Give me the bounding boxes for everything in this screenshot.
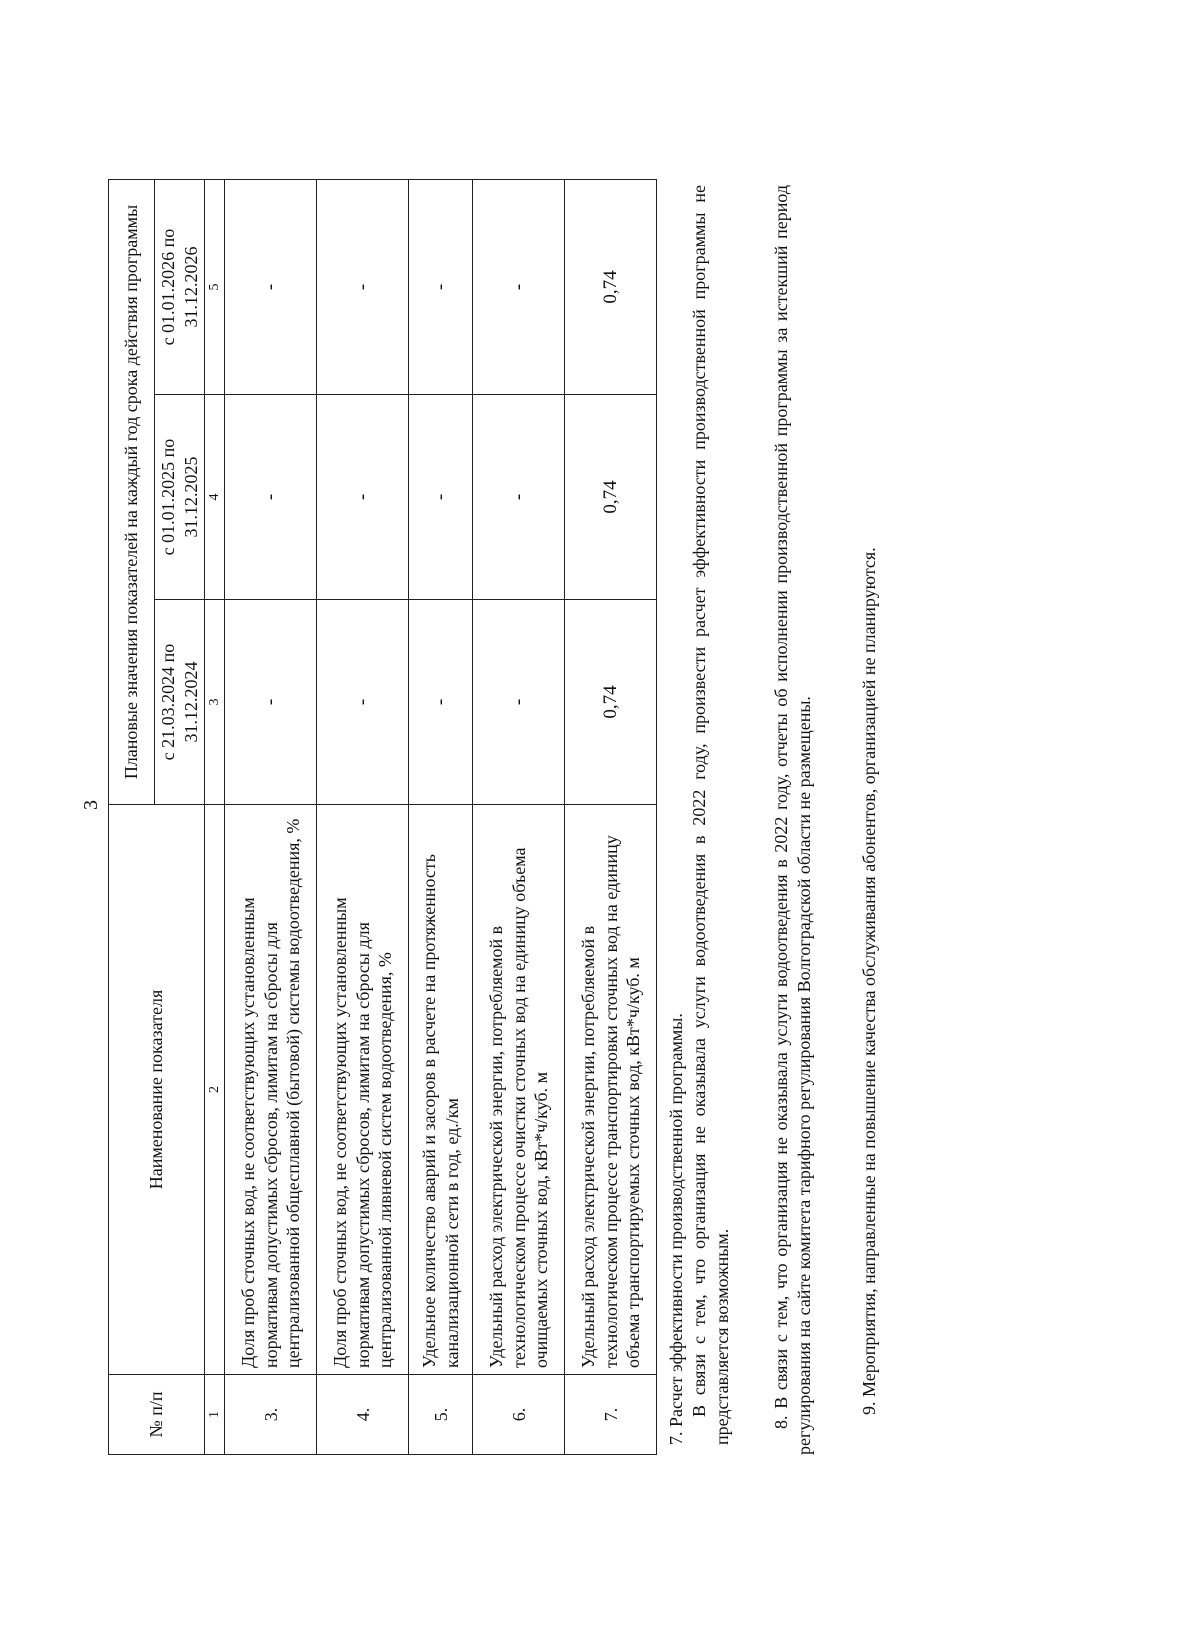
section7-heading: 7. Расчет эффективности производственной программы.	[666, 1013, 686, 1445]
column-index: 3	[205, 600, 225, 805]
indicator-value: -	[225, 600, 317, 805]
indicator-name: Доля проб сточных вод, не соответствующих установленным нормативам допустимых сбросов, лимитам на сбросы для централизованной ливневой систем водоотведения, %	[317, 805, 409, 1375]
section9-text: 9. Мероприятия, направленные на повышение качества обслуживания абонентов, организацией не планируются.	[859, 547, 879, 1415]
header-period: с 21.03.2024 по 31.12.2024	[155, 600, 205, 805]
indicator-value: -	[317, 395, 409, 600]
indicator-value: 0,74	[565, 600, 657, 805]
indicator-name: Удельный расход электрической энергии, потребляемой в технологическом процессе транспортировки сточных вод на единицу объема транспортируемых сточных вод, кВт*ч/куб. м	[565, 805, 657, 1375]
indicator-value: 0,74	[565, 180, 657, 395]
indicator-value: -	[473, 395, 565, 600]
column-index: 1	[205, 1375, 225, 1455]
table-row	[565, 180, 657, 1455]
table-row	[473, 180, 565, 1455]
header-name: Наименование показателя	[109, 805, 205, 1375]
row-number: 7.	[565, 1375, 657, 1455]
section8-text: 8. В связи с тем, что организация не оказывала услуги водоотведения в 2022 году, отчеты об исполнении производственной программы за истекший период регулирования на сайте комитета тарифного регулирования Волгоградской области не размещены.	[771, 185, 815, 1455]
row-number: 5.	[409, 1375, 473, 1455]
indicator-value: -	[473, 600, 565, 805]
header-period: с 01.01.2025 по 31.12.2025	[155, 395, 205, 600]
column-index: 5	[205, 180, 225, 395]
header-period: с 01.01.2026 по 31.12.2026	[155, 180, 205, 395]
page-number: 3	[80, 800, 102, 810]
table-row	[317, 180, 409, 1455]
indicator-value: -	[317, 180, 409, 395]
indicator-value: 0,74	[565, 395, 657, 600]
column-index: 4	[205, 395, 225, 600]
row-number: 3.	[225, 1375, 317, 1455]
indicator-name: Доля проб сточных вод, не соответствующих установленным нормативам допустимых сбросов, лимитам на сбросы для централизованной общесплавной (бытовой) системы водоотведения, %	[225, 805, 317, 1375]
column-index: 2	[205, 805, 225, 1375]
indicator-value: -	[317, 600, 409, 805]
header-group: Плановые значения показателей на каждый год срока действия программы	[109, 180, 155, 805]
indicator-value: -	[409, 395, 473, 600]
indicator-name: Удельный расход электрической энергии, потребляемой в технологическом процессе очистки сточных вод на единицу объема очищаемых сточных вод, кВт*ч/куб. м	[473, 805, 565, 1375]
table-row	[409, 180, 473, 1455]
indicator-value: -	[409, 180, 473, 395]
column-index-row	[205, 180, 225, 1455]
indicator-value: -	[473, 180, 565, 395]
indicator-name: Удельное количество аварий и засоров в расчете на протяженность канализационной сети в год, ед./км	[409, 805, 473, 1375]
indicator-value: -	[225, 180, 317, 395]
indicator-value: -	[409, 600, 473, 805]
indicator-value: -	[225, 395, 317, 600]
table-row	[225, 180, 317, 1455]
row-number: 6.	[473, 1375, 565, 1455]
section7-text: В связи с тем, что организация не оказывала услуги водоотведения в 2022 году, произвести расчет эффективности производственной программы не представляется возможным.	[689, 185, 733, 1445]
indicators-table	[108, 179, 657, 1455]
table-header-row	[109, 180, 155, 1455]
header-num: № п/п	[109, 1375, 205, 1455]
row-number: 4.	[317, 1375, 409, 1455]
